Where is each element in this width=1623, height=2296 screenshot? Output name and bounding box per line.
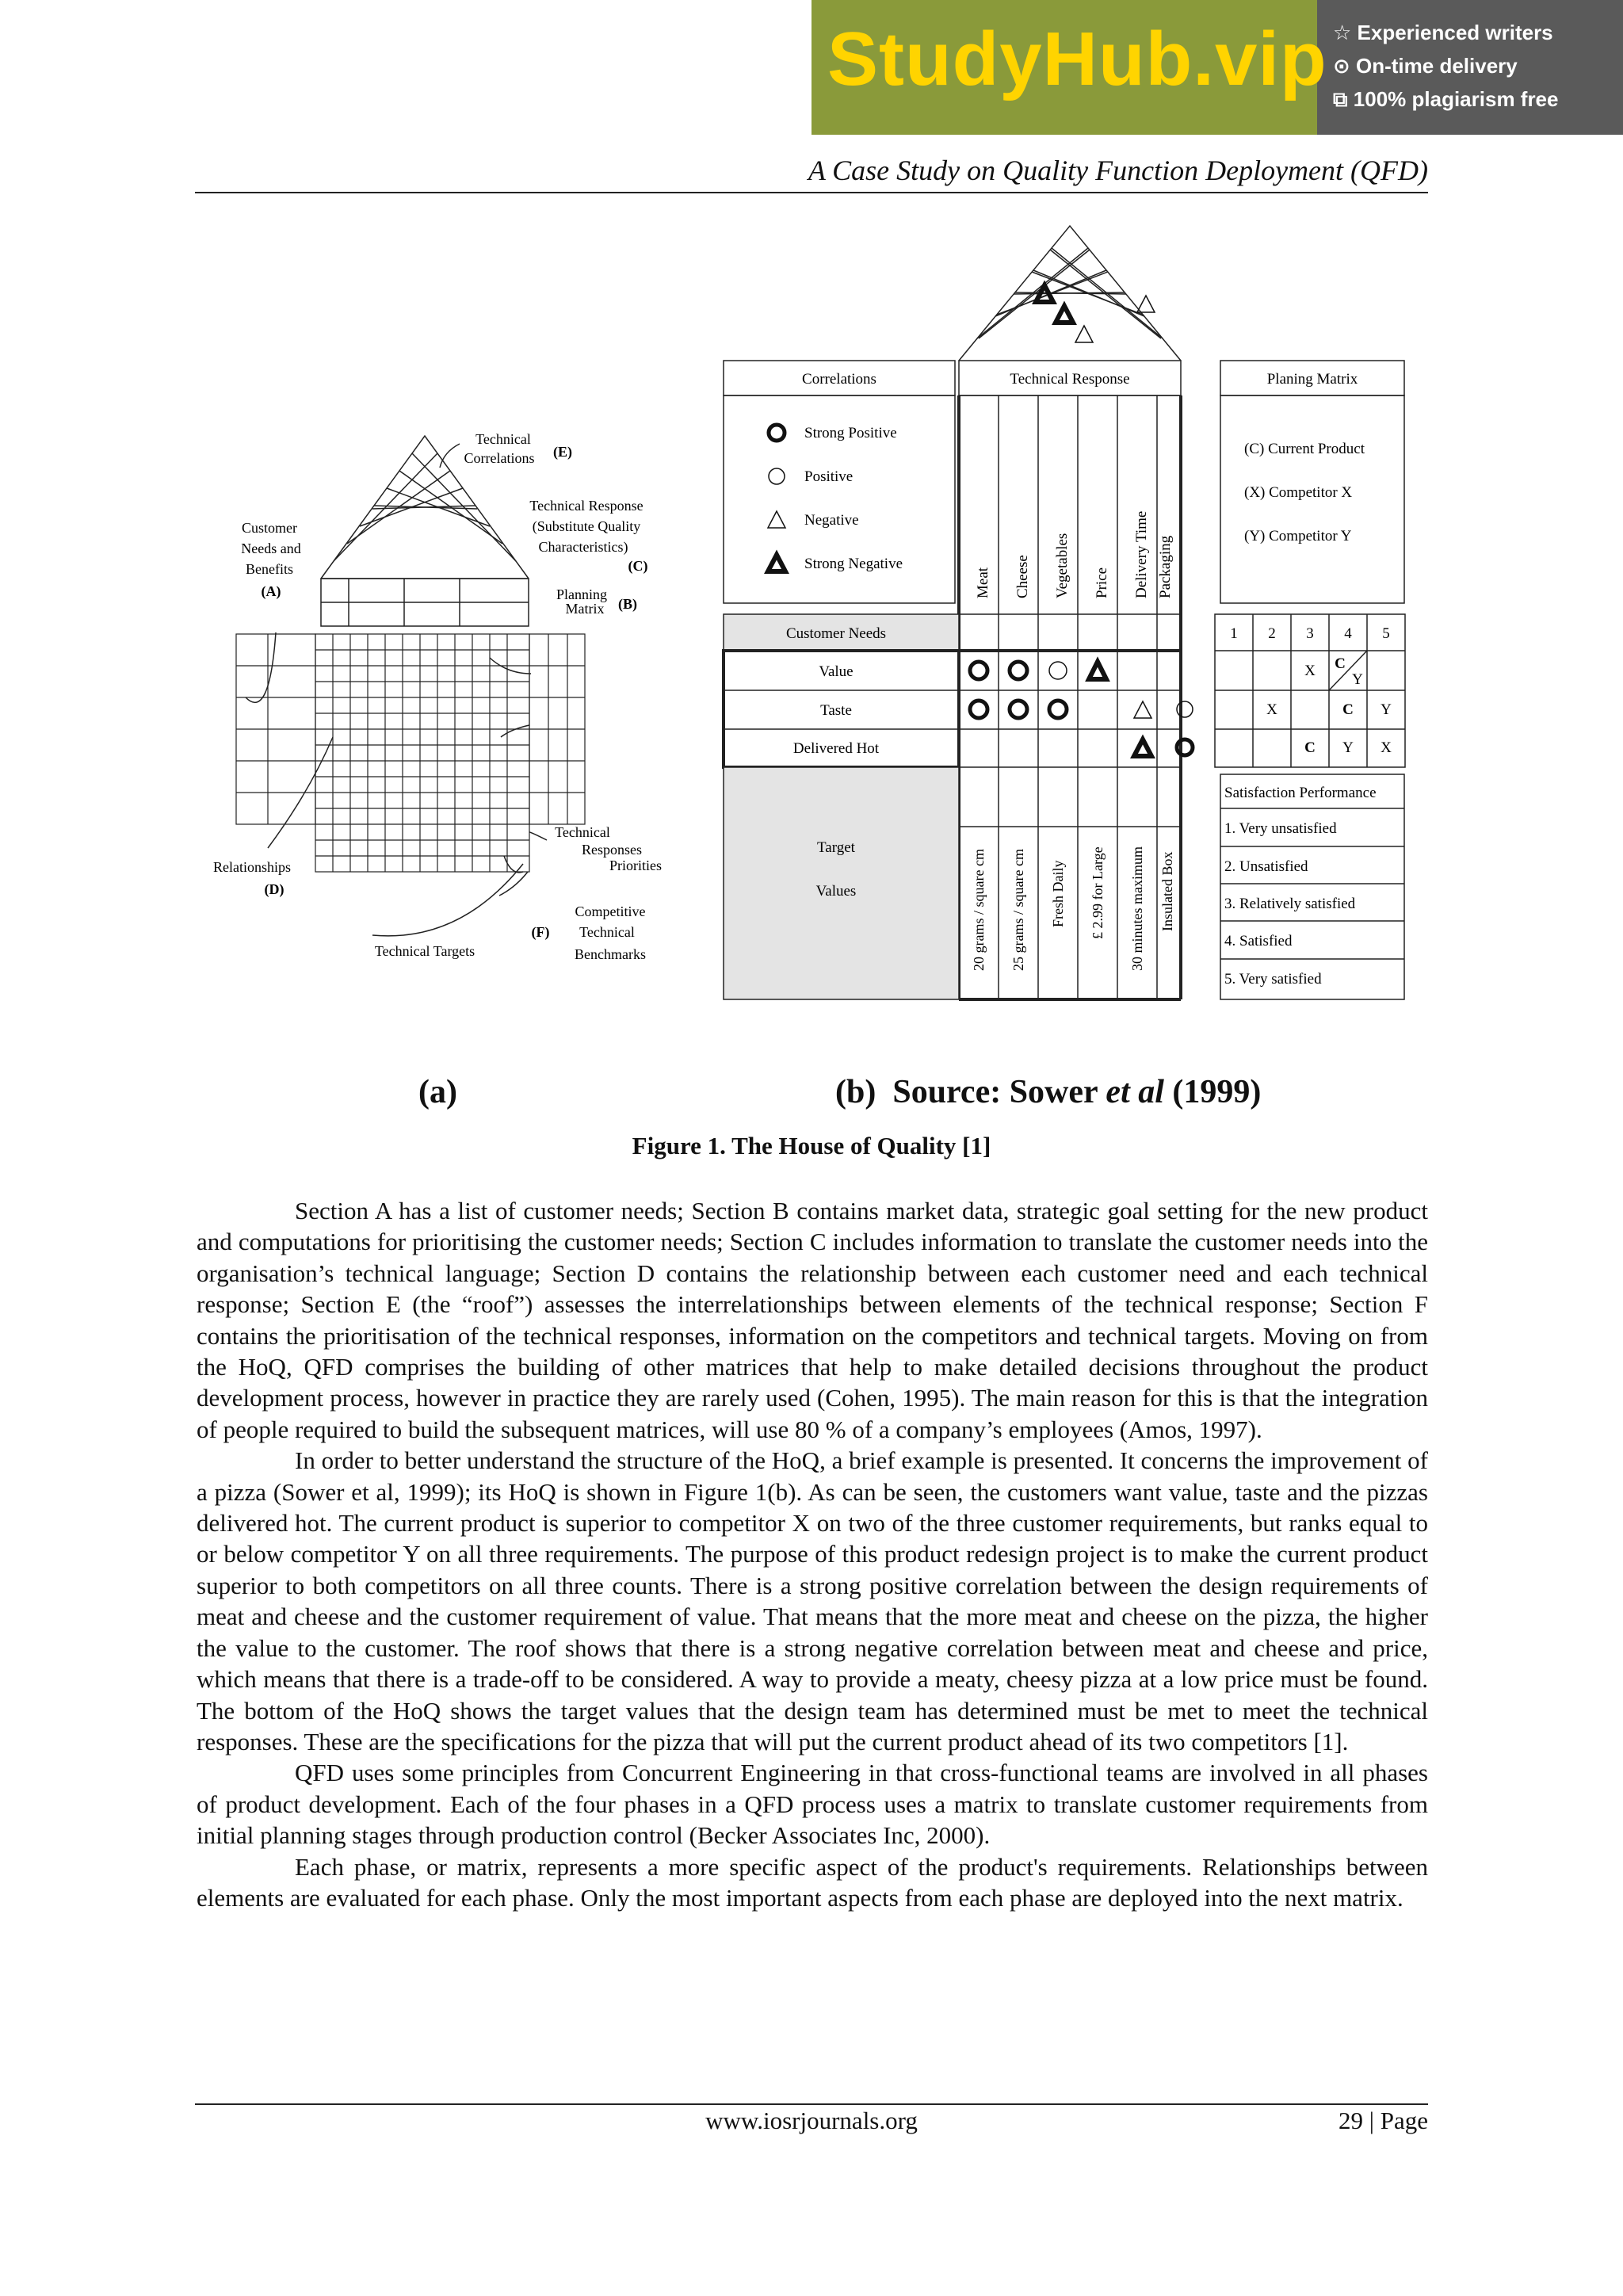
satisfaction-5: 5. Very satisfied bbox=[1224, 971, 1322, 988]
hot-rating-c: C bbox=[1304, 739, 1316, 756]
figure-label-b-suffix: (1999) bbox=[1163, 1074, 1262, 1110]
roof-negative-1 bbox=[1075, 326, 1093, 342]
column-packaging: Packaging bbox=[1157, 535, 1174, 598]
planning-legend-competitor-x: (X) Competitor X bbox=[1244, 484, 1353, 501]
value-price-strong-negative bbox=[1089, 662, 1106, 679]
fig-a-planning-2: Matrix bbox=[565, 601, 605, 617]
paragraph-1: Section A has a list of customer needs; Section B contains market data, strategic goal setting for the new product and computations for prioritising the customer needs; Section C includes information to translate the customer needs into the organisation’s technical language; Section D contains the relationship between each customer need and each technical response; Section E (the “roof”) assesses the interrelationships between elements of the technical response; Section F contains the prioritisation of the technical responses, information on the competitors and technical targets. Moving on from the HoQ, QFD comprises the building of other matrices that help to make detailed decisions throughout the product development process, however in practice they are rarely used (Cohen, 1995). The main reason for this is that the integration of people required to build the subsequent matrices, will use 80 % of a company’s employees (Amos, 1997). bbox=[197, 1197, 1428, 1443]
satisfaction-2: 2. Unsatisfied bbox=[1224, 858, 1308, 875]
legend-strong-positive-icon bbox=[769, 425, 785, 441]
taste-rating-x: X bbox=[1266, 701, 1277, 718]
technical-response-title: Technical Response bbox=[1010, 371, 1130, 388]
fig-a-tech-response-3: Characteristics) bbox=[538, 539, 628, 555]
fig-a-label-c: (C) bbox=[628, 558, 648, 574]
satisfaction-title: Satisfaction Performance bbox=[1224, 785, 1377, 801]
legend-strong-positive: Strong Positive bbox=[804, 425, 897, 441]
row-delivered-hot: Delivered Hot bbox=[792, 740, 880, 757]
figure-a-house-of-quality bbox=[198, 420, 705, 975]
roof-strong-negative-2 bbox=[1056, 306, 1073, 323]
taste-rating-c: C bbox=[1342, 701, 1354, 718]
legend-strong-negative: Strong Negative bbox=[804, 556, 903, 572]
banner-badges bbox=[1317, 0, 1623, 135]
banner-logo-area bbox=[812, 0, 1327, 135]
column-cheese: Cheese bbox=[1014, 555, 1031, 598]
legend-strong-negative-icon bbox=[768, 555, 785, 571]
scale-1: 1 bbox=[1230, 625, 1238, 642]
fig-a-customer-needs-1: Customer bbox=[242, 520, 297, 536]
correlations-title: Correlations bbox=[802, 371, 876, 388]
fig-a-priorities-2: Responses bbox=[582, 842, 642, 858]
hot-rating-x: X bbox=[1381, 739, 1392, 756]
fig-a-priorities-1: Technical bbox=[555, 824, 610, 840]
taste-rating-y: Y bbox=[1381, 701, 1392, 718]
legend-negative: Negative bbox=[804, 512, 859, 529]
fig-a-tech-response-2: (Substitute Quality bbox=[532, 518, 641, 534]
column-delivery-time: Delivery Time bbox=[1133, 510, 1150, 598]
ad-banner[interactable] bbox=[812, 0, 1623, 135]
figure-a-grid bbox=[236, 634, 585, 872]
target-cheese: 25 grams / square cm bbox=[1010, 849, 1026, 971]
value-vegetables-positive bbox=[1049, 662, 1067, 679]
legend-positive: Positive bbox=[804, 468, 854, 485]
figure-b-pizza-hoq bbox=[717, 222, 1415, 1007]
taste-cheese-strong-positive bbox=[1010, 701, 1027, 718]
scale-4: 4 bbox=[1344, 625, 1352, 642]
fig-a-label-f: (F) bbox=[531, 924, 550, 940]
relationship-symbols bbox=[970, 662, 1193, 756]
legend-positive-icon bbox=[769, 468, 785, 484]
fig-a-planning-1: Planning bbox=[556, 586, 608, 602]
fig-a-benchmarks-2: Technical bbox=[579, 924, 635, 940]
fig-a-label-a: (A) bbox=[261, 583, 281, 599]
taste-meat-strong-positive bbox=[970, 701, 987, 718]
value-meat-strong-positive bbox=[970, 662, 987, 679]
fig-a-customer-needs-3: Benefits bbox=[246, 561, 293, 577]
badge-plagiarism-free: ⧉ 100% plagiarism free bbox=[1333, 87, 1559, 111]
hot-delivery-strong-negative bbox=[1134, 739, 1151, 756]
hot-rating-y: Y bbox=[1342, 739, 1354, 756]
paragraph-3: QFD uses some principles from Concurrent Engineering in that cross-functional teams are involved in all phases of product development. Each of the four phases in a QFD process uses a matrix to translate customer requirements from initial planning stages through production control (Becker Associates Inc, 2000). bbox=[197, 1759, 1428, 1850]
studyhub-logo: StudyHub.vip bbox=[827, 17, 1327, 101]
customer-needs-title: Customer Needs bbox=[785, 625, 887, 642]
column-vegetables: Vegetables bbox=[1054, 533, 1071, 598]
figure-label-b-etal: et al bbox=[1106, 1074, 1164, 1110]
footer-url[interactable]: www.iosrjournals.org bbox=[705, 2107, 918, 2134]
target-delivery: 30 minutes maximum bbox=[1129, 846, 1145, 971]
fig-a-relationships: Relationships bbox=[213, 859, 291, 875]
badge-experienced-writers: ☆ Experienced writers bbox=[1333, 21, 1553, 44]
value-cheese-strong-positive bbox=[1010, 662, 1027, 679]
figure-a-response-band bbox=[321, 579, 529, 626]
row-taste: Taste bbox=[820, 702, 852, 719]
column-price: Price bbox=[1094, 567, 1110, 598]
fig-a-tech-correlations-2: Correlations bbox=[464, 450, 535, 466]
taste-vegetables-strong-positive bbox=[1049, 701, 1067, 718]
planning-legend-competitor-y: (Y) Competitor Y bbox=[1244, 528, 1352, 544]
figure-b-roof bbox=[959, 226, 1181, 361]
value-rating-c: C bbox=[1335, 655, 1346, 672]
footer-rule bbox=[195, 2103, 1428, 2105]
figure-a-arrows bbox=[246, 444, 547, 936]
fig-a-priorities-3: Priorities bbox=[609, 858, 662, 873]
planning-legend-current: (C) Current Product bbox=[1244, 441, 1365, 457]
fig-a-benchmarks-1: Competitive bbox=[575, 904, 646, 919]
page-number: 29 | Page bbox=[1338, 2107, 1428, 2134]
legend-negative-icon bbox=[768, 511, 785, 528]
satisfaction-3: 3. Relatively satisfied bbox=[1224, 896, 1356, 912]
figure-label-a: (a) bbox=[418, 1074, 457, 1110]
header-rule bbox=[195, 192, 1428, 193]
fig-a-tech-response-1: Technical Response bbox=[529, 498, 643, 514]
fig-a-technical-targets: Technical Targets bbox=[374, 943, 475, 959]
fig-a-tech-correlations: Technical bbox=[475, 431, 531, 447]
figure-caption: Figure 1. The House of Quality [1] bbox=[632, 1132, 991, 1159]
target-vegetables: Fresh Daily bbox=[1050, 860, 1066, 927]
fig-a-label-d: (D) bbox=[264, 881, 285, 897]
fig-a-label-b: (B) bbox=[618, 596, 637, 612]
value-rating-y: Y bbox=[1352, 671, 1363, 688]
customer-needs-rows bbox=[724, 651, 1181, 767]
target-price: £ 2.99 for Large bbox=[1090, 846, 1106, 939]
planning-matrix-title: Planing Matrix bbox=[1266, 371, 1358, 388]
target-label-2: Values bbox=[815, 883, 857, 900]
row-value: Value bbox=[819, 663, 854, 680]
figure-label-b-prefix: (b) Source: Sower bbox=[835, 1074, 1106, 1110]
value-rating-x: X bbox=[1304, 663, 1316, 679]
scale-3: 3 bbox=[1306, 625, 1314, 642]
badge-on-time-delivery: ⊙ On-time delivery bbox=[1333, 54, 1518, 78]
body-text bbox=[197, 1195, 1428, 1913]
fig-a-benchmarks-3: Benchmarks bbox=[575, 946, 646, 962]
paragraph-2: In order to better understand the structure of the HoQ, a brief example is presented. It concerns the improvement of a pizza (Sower et al, 1999); its HoQ is shown in Figure 1(b). As can be seen, the customers want value, taste and the pizzas delivered hot. The current product is superior to competitor X on two of the three customer requirements, but ranks equal to or below competitor Y on all three requirements. The purpose of this product redesign project is to make the current product superior to both competitors on all three counts. There is a strong positive correlation between the design requirements of meat and cheese and the customer requirement of value. That means that the more meat and cheese on the pizza, the higher the value to the customer. The roof shows that there is a strong negative correlation between meat and cheese and price, which means that there is a trade-off to be considered. A way to provide a meaty, cheesy pizza at a low price must be found. The bottom of the HoQ shows the target values that the design team has determined must be met to meet the technical responses. These are the specifications for the pizza that will put the current product ahead of its two competitors [1]. bbox=[197, 1446, 1428, 1755]
fig-a-label-e: (E) bbox=[553, 444, 572, 460]
running-title: A Case Study on Quality Function Deployment (QFD) bbox=[808, 155, 1428, 186]
scale-2: 2 bbox=[1268, 625, 1276, 642]
target-meat: 20 grams / square cm bbox=[971, 849, 987, 971]
roof-negative-2 bbox=[1137, 296, 1155, 312]
column-meat: Meat bbox=[975, 567, 991, 598]
figure-label-b bbox=[835, 1073, 1261, 1111]
target-packaging: Insulated Box bbox=[1159, 851, 1175, 931]
satisfaction-4: 4. Satisfied bbox=[1224, 933, 1293, 949]
technical-response-box bbox=[959, 361, 1181, 999]
satisfaction-box bbox=[1220, 774, 1404, 999]
scale-5: 5 bbox=[1382, 625, 1390, 642]
fig-a-customer-needs-2: Needs and bbox=[241, 541, 301, 556]
target-label-1: Target bbox=[817, 839, 855, 856]
planning-matrix-box bbox=[1220, 361, 1404, 603]
paragraph-4: Each phase, or matrix, represents a more specific aspect of the product's requirements. Relationships between elements are evaluated for each phase. Only the most important aspects from each phase are deployed into the next matrix. bbox=[197, 1852, 1428, 1912]
satisfaction-1: 1. Very unsatisfied bbox=[1224, 820, 1337, 837]
taste-delivery-negative bbox=[1134, 701, 1151, 718]
